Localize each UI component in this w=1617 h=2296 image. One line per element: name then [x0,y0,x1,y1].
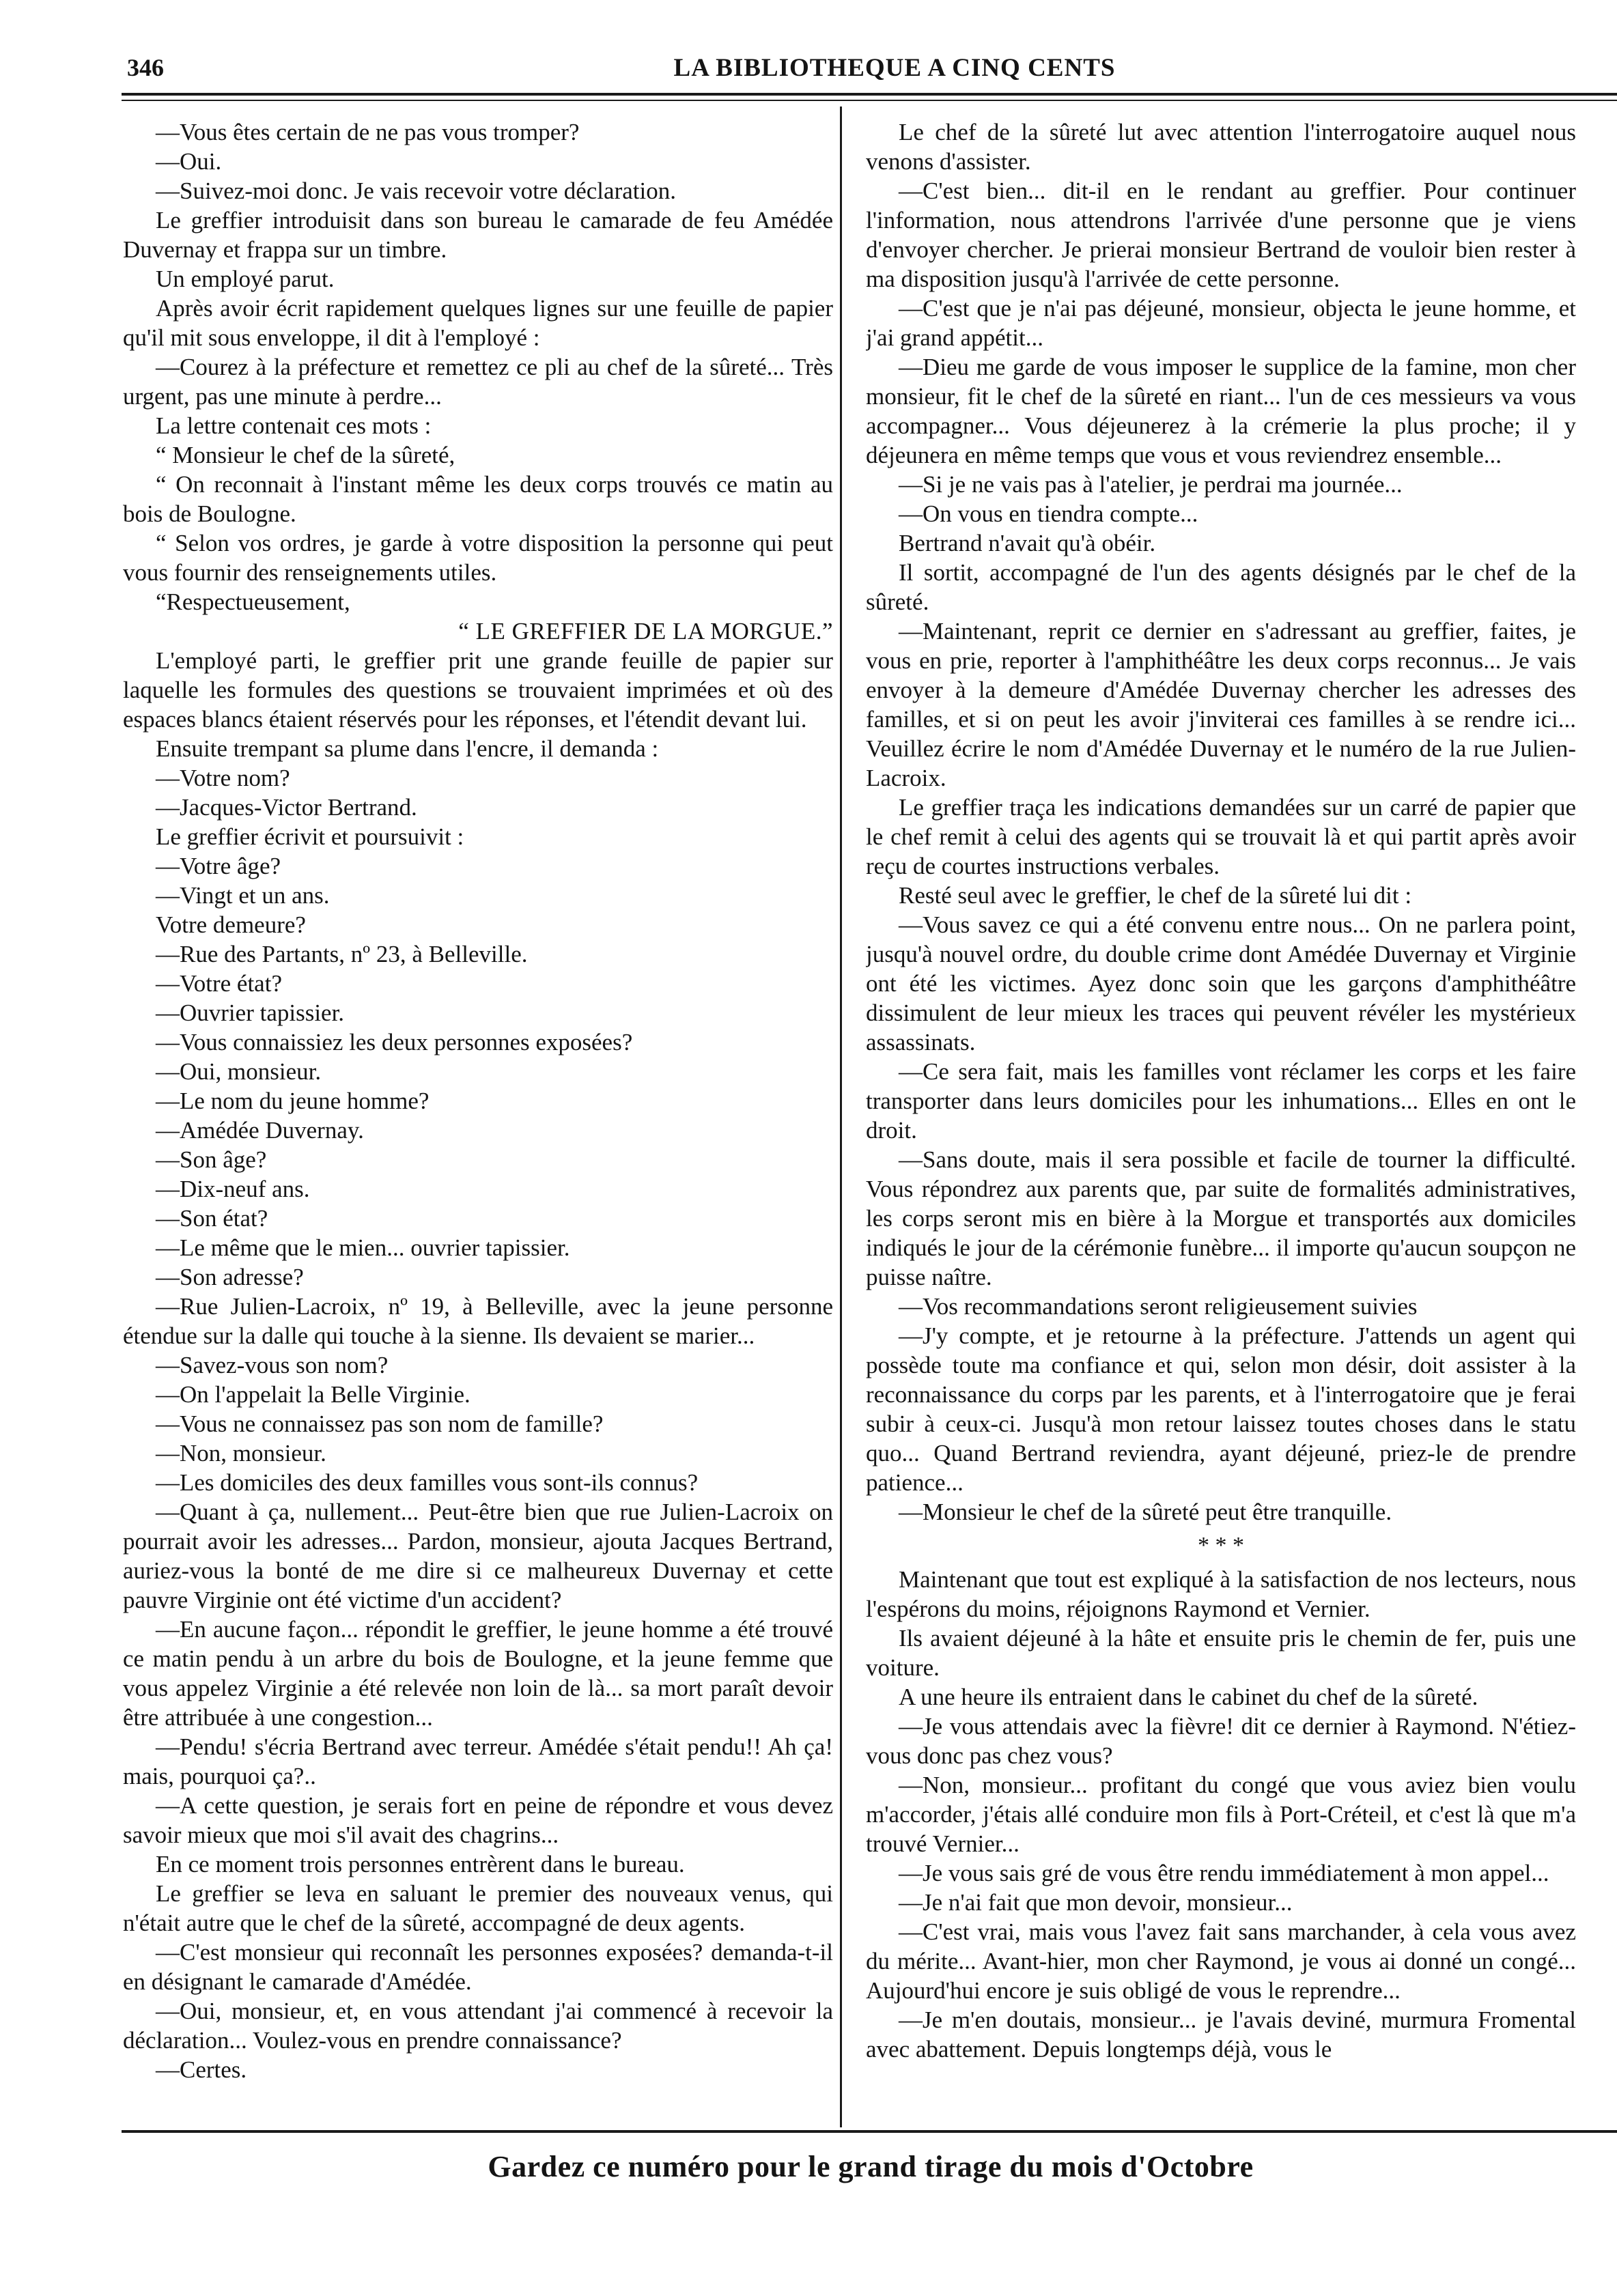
paragraph: L'employé parti, le greffier prit une grande feuille de papier sur laquelle les formules des questions se trouvaient imprimées et où des espaces blancs étaient réservés pour les réponses, et l'étendit devant lui. [123,647,833,733]
dialogue-line: —Son âge? [156,1146,267,1173]
paragraph: A une heure ils entraient dans le cabinet du chef de la sûreté. [899,1684,1478,1710]
paragraph: Le greffier écrivit et poursuivit : [156,823,464,850]
dialogue-line: —Certes. [156,2056,247,2083]
column-divider [840,107,842,2127]
dialogue-line: —Ce sera fait, mais les familles vont réclamer les corps et les faire transporter dans leurs domiciles pour les inhumations... Elles en ont le droit. [866,1058,1576,1144]
dialogue-line: —On l'appelait la Belle Virginie. [156,1381,470,1408]
dialogue-line: —Non, monsieur... profitant du congé que vous aviez bien voulu m'accorder, j'étais allé conduire mon fils à Port-Créteil, et c'est là que m'a trouvé Vernier... [866,1772,1576,1857]
right-column [866,117,1576,2125]
paragraph: Un employé parut. [156,266,335,292]
dialogue-line: —Vous ne connaissez pas son nom de famille? [156,1411,604,1437]
paragraph: —Vous êtes certain de ne pas vous tromper? [156,119,580,145]
dialogue-line: —Ouvrier tapissier. [156,1000,345,1026]
dialogue-line: —C'est que je n'ai pas déjeuné, monsieur, objecta le jeune homme, et j'ai grand appétit... [866,295,1576,351]
dialogue-line: —Vos recommandations seront religieusement suivies [899,1293,1418,1320]
dialogue-line: —C'est monsieur qui reconnaît les personnes exposées? demanda-t-il en désignant le camarade d'Amédée. [123,1939,833,1995]
dialogue-line: —Son état? [156,1205,268,1232]
dialogue-line: —Oui, monsieur, et, en vous attendant j'ai commencé à recevoir la déclaration... Voulez-vous en prendre connaissance? [123,1998,833,2054]
paragraph: Ensuite trempant sa plume dans l'encre, il demanda : [156,735,659,762]
dialogue-line: —Vingt et un ans. [156,882,330,909]
running-title: LA BIBLIOTHEQUE A CINQ CENTS [673,54,1116,82]
dialogue-line: —Dix-neuf ans. [156,1176,310,1202]
dialogue-line: —On vous en tiendra compte... [899,500,1198,527]
letter-line: “ On reconnait à l'instant même les deux corps trouvés ce matin au bois de Boulogne. [123,471,833,527]
paragraph: Maintenant que tout est expliqué à la satisfaction de nos lecteurs, nous l'espérons du moins, réjoignons Raymond et Vernier. [866,1566,1576,1622]
dialogue-line: —Non, monsieur. [156,1440,326,1466]
dialogue-line: —Monsieur le chef de la sûreté peut être tranquille. [899,1499,1392,1525]
dialogue-line: —Pendu! s'écria Bertrand avec terreur. Amédée s'était pendu!! Ah ça! mais, pourquoi ça?.. [123,1733,833,1789]
paragraph: Le greffier se leva en saluant le premier des nouveaux venus, qui n'était autre que le chef de la sûreté, accompagné de deux agents. [123,1880,833,1936]
paragraph: Ils avaient déjeuné à la hâte et ensuite pris le chemin de fer, puis une voiture. [866,1625,1576,1681]
signature-text: “ LE GREFFIER DE LA MORGUE.” [458,618,833,644]
paragraph: En ce moment trois personnes entrèrent dans le bureau. [156,1851,685,1877]
dialogue-line: —A cette question, je serais fort en peine de répondre et vous devez savoir mieux que moi s'il avait des chagrins... [123,1792,833,1848]
dialogue-line: —Je m'en doutais, monsieur... je l'avais deviné, murmura Fromental avec abattement. Depuis longtemps déjà, vous le [866,2007,1576,2063]
header-rule-thin [122,100,1617,101]
left-column [123,117,833,2125]
paragraph: —Courez à la préfecture et remettez ce pli au chef de la sûreté... Très urgent, pas une minute à perdre... [123,354,833,410]
paragraph: Il sortit, accompagné de l'un des agents désignés par le chef de la sûreté. [866,559,1576,615]
dialogue-line: —Savez-vous son nom? [156,1352,389,1378]
footer-notice: Gardez ce numéro pour le grand tirage du mois d'Octobre [488,2150,1254,2183]
dialogue-line: Votre demeure? [156,911,306,938]
dialogue-line: —Maintenant, reprit ce dernier en s'adressant au greffier, faites, je vous en prie, reporter à l'amphithéâtre les deux corps reconnus... Je vais envoyer à la demeure d'Amédée Duvernay chercher les adresses des familles, et si on peut les avoir j'inviterai ces familles à se rendre ici... Veuillez écrire le nom d'Amédée Duvernay et le numéro de la rue Julien-Lacroix. [866,618,1576,791]
paragraph: La lettre contenait ces mots : [156,412,432,439]
dialogue-line: —J'y compte, et je retourne à la préfecture. J'attends un agent qui possède toute ma confiance et qui, selon mon désir, doit assister à la reconnaissance du corps par les parents, et à l'interrogatoire que je ferai subir à ceux-ci. Jusqu'à mon retour laissez toutes choses dans le statu quo... Quand Bertrand reviendra, ayant déjeuné, priez-le de prendre patience... [866,1322,1576,1496]
dialogue-line: —Dieu me garde de vous imposer le supplice de la famine, mon cher monsieur, fit le chef de la sûreté en riant... l'un de ces messieurs va vous accompagner... Vous déjeunerez à la crémerie la plus proche; il y déjeunera en même temps que vous et vous reviendrez ensemble... [866,354,1576,468]
letter-line: “ Monsieur le chef de la sûreté, [156,442,455,468]
paragraph: —Suivez-moi donc. Je vais recevoir votre déclaration. [156,178,676,204]
dialogue-line: —Je vous sais gré de vous être rendu immédiatement à mon appel... [899,1860,1549,1886]
footer-rule [122,2130,1617,2133]
dialogue-line: —Les domiciles des deux familles vous sont-ils connus? [156,1469,699,1496]
letter-signature [123,616,833,646]
paragraph: Resté seul avec le greffier, le chef de la sûreté lui dit : [899,882,1412,909]
paragraph: Le greffier introduisit dans son bureau le camarade de feu Amédée Duvernay et frappa sur un timbre. [123,207,833,263]
dialogue-line: —Si je ne vais pas à l'atelier, je perdrai ma journée... [899,471,1403,498]
dialogue-line: —C'est bien... dit-il en le rendant au greffier. Pour continuer l'information, nous attendrons l'arrivée d'une personne que je viens d'envoyer chercher. Je prierai monsieur Bertrand de vouloir bien rester à ma disposition jusqu'à l'arrivée de cette personne. [866,178,1576,292]
dialogue-line: —Vous connaissiez les deux personnes exposées? [156,1029,633,1055]
dialogue-line: —Je n'ai fait que mon devoir, monsieur... [899,1889,1293,1916]
dialogue-line: —C'est vrai, mais vous l'avez fait sans marchander, à cela vous avez du mérite... Avant-hier, mon cher Raymond, je vous ai donné un congé... Aujourd'hui encore je suis obligé de vous le reprendre... [866,1918,1576,2004]
paragraph: Le chef de la sûreté lut avec attention l'interrogatoire auquel nous venons d'assister. [866,119,1576,175]
paragraph: —Oui. [156,148,222,175]
dialogue-line: —Son adresse? [156,1264,304,1290]
section-separator: * * * [1198,1533,1244,1558]
dialogue-line: —Quant à ça, nullement... Peut-être bien que rue Julien-Lacroix on pourrait avoir les adresses... Pardon, monsieur, ajouta Jacques Bertrand, auriez-vous la bonté de me dire si ce malheureux Duvernay et cette pauvre Virginie ont été victime d'un accident? [123,1499,833,1613]
page-number: 346 [127,54,164,81]
dialogue-line: —Le nom du jeune homme? [156,1088,430,1114]
dialogue-line: —Vous savez ce qui a été convenu entre nous... On ne parlera point, jusqu'à nouvel ordre, du double crime dont Amédée Duvernay et Virginie ont été les victimes. Ayez donc soin que les garçons d'amphithéâtre dissimulent de leur mieux les traces qui peuvent révéler les mystérieux assassinats. [866,911,1576,1055]
dialogue-line: —Votre état? [156,970,282,997]
dialogue-line: —Sans doute, mais il sera possible et facile de tourner la difficulté. Vous répondrez aux parents que, par suite de formalités administratives, les corps seront mis en bière à la Morgue et transportés aux domiciles indiqués le jour de la cérémonie funèbre... il importe qu'aucun soupçon ne puisse naître. [866,1146,1576,1290]
dialogue-line: —Amédée Duvernay. [156,1117,364,1144]
letter-closing: “Respectueusement, [156,589,350,615]
dialogue-line: —Votre âge? [156,853,281,879]
dialogue-line: —Oui, monsieur. [156,1058,322,1085]
paragraph: Le greffier traça les indications demandées sur un carré de papier que le chef remit à celui des agents qui se trouvait là et qui partit après avoir reçu de courtes instructions verbales. [866,794,1576,879]
dialogue-line: —Je vous attendais avec la fièvre! dit ce dernier à Raymond. N'étiez-vous donc pas chez vous? [866,1713,1576,1769]
paragraph: Bertrand n'avait qu'à obéir. [899,530,1156,556]
dialogue-line: —Rue des Partants, nº 23, à Belleville. [156,941,528,967]
paragraph: Après avoir écrit rapidement quelques lignes sur une feuille de papier qu'il mit sous enveloppe, il dit à l'employé : [123,295,833,351]
dialogue-line: —En aucune façon... répondit le greffier, le jeune homme a été trouvé ce matin pendu à un arbre du bois de Boulogne, et la jeune femme que vous appelez Virginie a été relevée non loin de là... sa mort paraît devoir être attribuée à une congestion... [123,1616,833,1731]
dialogue-line: —Rue Julien-Lacroix, nº 19, à Belleville, avec la jeune personne étendue sur la dalle qui touche à la sienne. Ils devaient se marier... [123,1293,833,1349]
dialogue-line: —Jacques-Victor Bertrand. [156,794,417,821]
dialogue-line: —Votre nom? [156,765,290,791]
dialogue-line: —Le même que le mien... ouvrier tapissier. [156,1234,570,1261]
letter-line: “ Selon vos ordres, je garde à votre disposition la personne qui peut vous fournir des renseignements utiles. [123,530,833,586]
header-rule [122,93,1617,96]
